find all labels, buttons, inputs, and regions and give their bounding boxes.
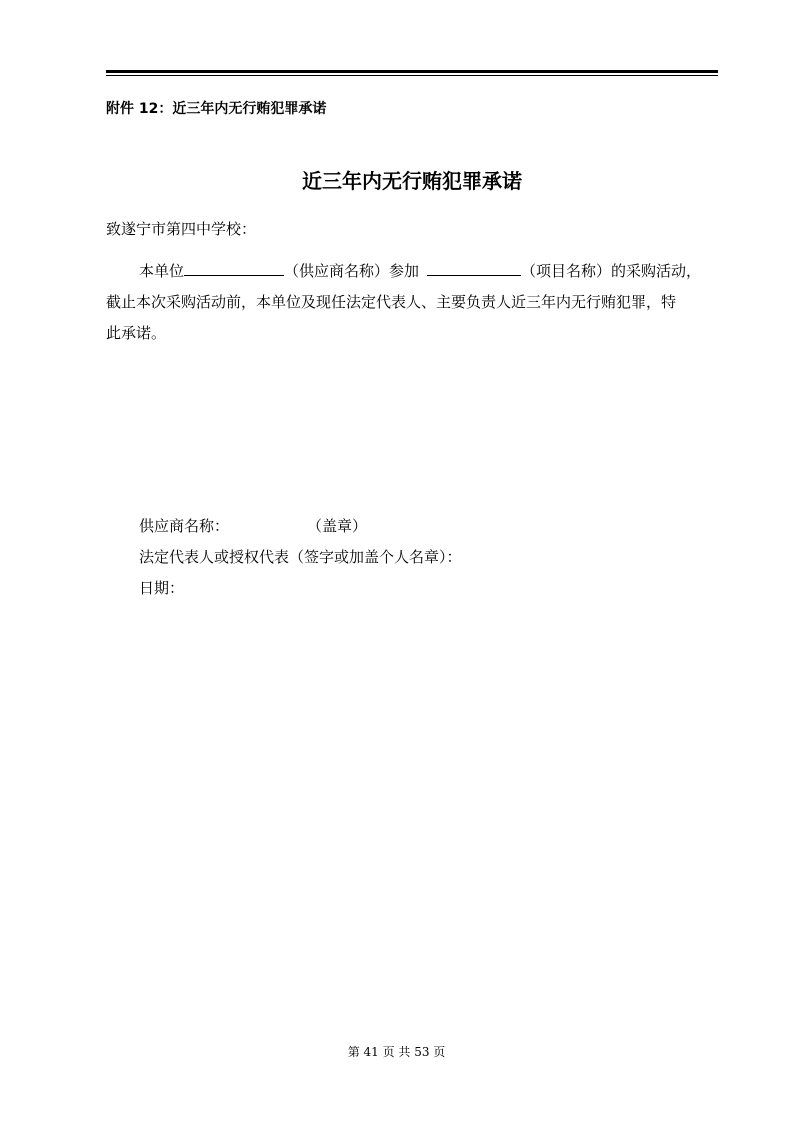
header-rule-thick [106,70,718,73]
seal-label: （盖章） [307,517,368,535]
supplier-signature-line [139,515,367,536]
paragraph-line-3: 此承诺。 [106,324,167,342]
paragraph-line-2: 截止本次采购活动前，本单位及现任法定代表人、主要负责人近三年内无行贿犯罪，特 [106,293,677,311]
attachment-label: 附件 12：近三年内无行贿犯罪承诺 [106,101,327,117]
document-title: 近三年内无行贿犯罪承诺 [302,169,522,193]
project-name-blank [427,261,521,276]
supplier-name-blank [184,261,284,276]
paragraph-line-1 [139,260,701,281]
page-number: 第 41 页 共 53 页 [347,1045,446,1059]
header-rule-thin [106,75,718,76]
line1-prefix: 本单位 [139,262,185,280]
recipient-line: 致遂宁市第四中学校： [106,220,257,238]
supplier-name-hint: （供应商名称）参加 [284,262,420,280]
project-name-hint: （项目名称）的采购活动， [521,262,702,280]
date-label: 日期： [139,579,185,597]
supplier-name-label: 供应商名称： [139,517,230,535]
representative-label: 法定代表人或授权代表（签字或加盖个人名章）： [139,548,462,566]
